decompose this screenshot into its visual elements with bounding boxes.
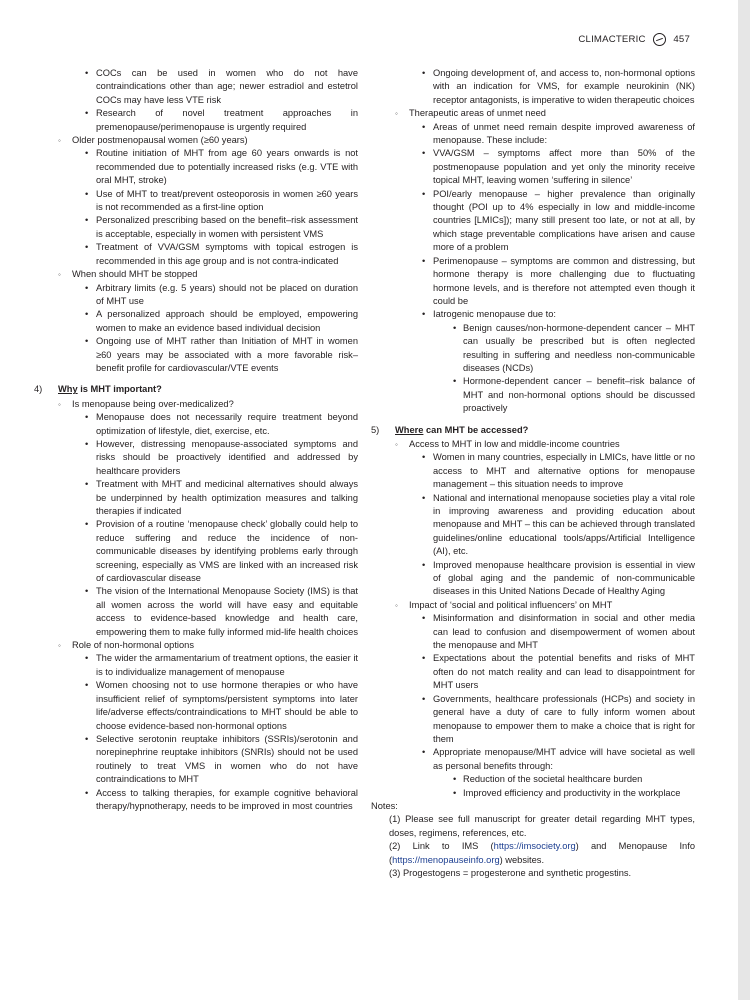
list-item-text: Iatrogenic menopause due to: [433,309,557,320]
list-item-text: Selective serotonin reuptake inhibitors (SSRIs)/serotonin and norepinephrine reuptake inhibitors (SNRIs) should not be used routinely to treat VMS in women who do not have contraindications to MHT [96,733,358,785]
bullet-icon: • [422,452,426,463]
bullet-icon: • [85,519,89,530]
section-keyword: Where [395,424,424,435]
list-item-text: A personalized approach should be employed, empowering women to make an evidence based individual decision [96,309,358,333]
list-item [371,599,695,612]
list-item [34,585,358,639]
ims-link[interactable]: https://imsociety.org [493,841,576,852]
section-heading [34,383,358,396]
list-item-text: Expectations about the potential benefits and risks of MHT often do not match reality and can lead to disappointment for MHT users [433,653,695,691]
note-2 [371,840,695,867]
list-item-text: The wider the armamentarium of treatment options, the easier it is to individualize management of menopause [96,653,358,677]
list-item-text: Use of MHT to treat/prevent osteoporosis in women ≥60 years is not recommended as a first-line option [96,188,358,213]
list-item [34,147,358,187]
note-2-suffix: ) websites. [499,854,545,865]
section-number: 5) [371,424,380,435]
list-item-text: Treatment with MHT and medicinal alternatives should always be underpinned by health optimization measures and talking therapies if indicated [96,479,358,516]
note-1: (1) Please see full manuscript for greater detail regarding MHT types, doses, regimens, references, etc. [389,814,695,838]
list-item [371,693,695,747]
list-item-text: When should MHT be stopped [72,269,198,280]
bullet-icon: • [85,108,89,119]
list-item [34,335,358,375]
list-item [371,375,695,415]
section-keyword: Why [58,384,78,395]
list-item-text: Impact of ‘social and political influencers’ on MHT [409,599,613,610]
bullet-icon: • [85,242,89,253]
list-item-text: COCs can be used in women who do not have contraindications other than age; newer estradiol and estetrol COCs may have less VTE risk [96,68,358,105]
bullet-icon: • [453,787,457,798]
list-item-text: Governments, healthcare professionals (HCPs) and society in general have a duty of care to fully inform women about menopause to empower them to make a choice that is right for them [433,693,695,744]
list-item [371,773,695,786]
list-item-text: Appropriate menopause/MHT advice will have societal as well as personal benefits through: [433,747,695,771]
section-number: 4) [34,384,43,395]
list-item-text: Arbitrary limits (e.g. 5 years) should not be placed on duration of MHT use [96,282,358,306]
notes-block [371,800,695,880]
list-item [371,492,695,559]
bullet-icon: • [85,188,89,199]
hollow-bullet-icon: ◦ [395,439,398,449]
list-item-text: Role of non-hormonal options [72,640,194,651]
list-item-text: Access to talking therapies, for example cognitive behavioral therapy/hypnotherapy, needs to be improved in most countries [96,787,358,811]
bullet-icon: • [422,309,426,320]
list-item [34,67,358,107]
list-item [371,559,695,599]
note-2-mid: ) and Menopause Info ( [389,841,695,865]
list-item-text: Ongoing use of MHT rather than Initiation of MHT in women ≥60 years may be associated with a more favorable risk–benefit profile for cardiovascular/VTE events [96,336,358,373]
list-item [34,438,358,478]
list-item-text: Therapeutic areas of unmet need [409,108,546,119]
bullet-icon: • [422,255,426,266]
bullet-icon: • [85,309,89,320]
bullet-icon: • [453,774,457,785]
list-item-text: Access to MHT in low and middle-income countries [409,438,620,449]
list-item [34,478,358,518]
list-item [34,398,358,411]
bullet-icon: • [422,121,426,132]
list-item-text: VVA/GSM – symptoms affect more than 50% of the postmenopause population and yet only the minority receive topical MHT, leaving women ‘suffering in silence’ [433,148,695,186]
hollow-bullet-icon: ◦ [395,600,398,610]
list-item [371,67,695,107]
hollow-bullet-icon: ◦ [58,641,61,651]
list-item [371,451,695,491]
list-item [371,147,695,187]
bullet-icon: • [85,282,89,293]
list-item-text: Areas of unmet need remain despite improved awareness of menopause. These include: [433,121,695,146]
list-item [34,652,358,679]
bullet-icon: • [85,680,89,691]
list-item [34,518,358,585]
bullet-icon: • [85,336,89,347]
bullet-icon: • [422,613,426,624]
list-item-text: Research of novel treatment approaches in premenopause/perimenopause is urgently required [96,108,358,132]
journal-name: CLIMACTERIC [578,34,646,45]
bullet-icon: • [85,787,89,798]
list-item [371,612,695,652]
notes-title: Notes: [371,800,398,811]
note-3: (3) Progestogens = progesterone and synthetic progestins. [389,867,632,878]
section-heading [371,424,695,437]
hollow-bullet-icon: ◦ [58,136,61,146]
list-item-text: Women in many countries, especially in LMICs, have little or no access to MHT and alternative options for menopause management – this situation needs to improve [433,452,695,490]
list-item-text: Women choosing not to use hormone therapies or who have insufficient relief of symptoms/persistent symptoms into later life/adverse effects/contraindications to MHT should be able to choose evidence-based non-hormonal options [96,680,358,731]
list-item [34,282,358,309]
list-item [34,308,358,335]
list-item [371,121,695,148]
bullet-icon: • [422,492,426,503]
hollow-bullet-icon: ◦ [58,270,61,280]
page-number: 457 [673,34,690,45]
bullet-icon: • [85,215,89,226]
right-column [371,67,695,880]
list-item-text: Provision of a routine ‘menopause check’ globally could help to reduce suffering and reduce the incidence of non-communicable diseases by identifying problems early through screening, especially as VMS are linked with an increased risk of cardiovascular disease [96,519,358,584]
bullet-icon: • [85,68,89,78]
journal-logo-icon [653,33,666,46]
list-item [371,652,695,692]
list-item [371,746,695,773]
running-header [578,33,690,46]
list-item-text: Improved menopause healthcare provision is essential in view of global aging and the pandemic of non-communicable diseases in this United Nations Decade of Healthy Aging [433,559,695,597]
list-item [34,134,358,147]
list-item-text: The vision of the International Menopause Society (IMS) is that all women across the world will have easy and equitable access to evidence-based knowledge and health care, empowering them to make fully informed mid-life health choices [96,586,358,637]
list-item-text: Menopause does not necessarily require treatment beyond optimization of lifestyle, diet, exercise, etc. [96,412,358,436]
bullet-icon: • [85,586,89,597]
bullet-icon: • [422,747,426,758]
list-item [34,679,358,733]
list-item [371,188,695,255]
list-item-text: Is menopause being over-medicalized? [72,398,234,409]
list-item-text: Improved efficiency and productivity in the workplace [463,787,681,798]
bullet-icon: • [453,376,457,387]
list-item [371,438,695,451]
bullet-icon: • [422,188,426,199]
list-item [371,322,695,376]
list-item-text: Perimenopause – symptoms are common and distressing, but hormone therapy is more challenging due to fluctuating hormone levels, and is therefore not attempted even though it could be [433,255,695,306]
list-item-text: Ongoing development of, and access to, non-hormonal options with an indication for VMS, for example neurokinin (NK) receptor antagonists, is imperative to widen therapeutic choices [433,68,695,105]
list-item-text: POI/early menopause – higher prevalence than originally thought (POI up to 4% especially in low and middle-income countries [LMICs]); many still present too late, or not at all, by which stage preventable complications have arisen and cause more of a problem [433,188,695,253]
list-item [34,733,358,787]
menopause-info-link[interactable]: https://menopauseinfo.org [392,854,500,865]
list-item-text: Reduction of the societal healthcare burden [463,774,643,785]
list-item [34,188,358,215]
list-item-text: However, distressing menopause-associated symptoms and risks should be proactively identified and addressed by healthcare providers [96,438,358,476]
list-item-text: Older postmenopausal women (≥60 years) [72,135,248,146]
list-item [371,107,695,120]
left-column [34,67,358,813]
bullet-icon: • [85,148,89,159]
bullet-icon: • [85,438,89,449]
section-title: is MHT important? [77,384,162,395]
bullet-icon: • [85,412,89,423]
hollow-bullet-icon: ◦ [58,399,61,409]
bullet-icon: • [422,148,426,159]
list-item-text: Hormone-dependent cancer – benefit–risk balance of MHT and non-hormonal options should be discussed proactively [463,376,695,414]
list-item [34,241,358,268]
list-item [371,787,695,800]
list-item-text: Treatment of VVA/GSM symptoms with topical estrogen is recommended in this age group and is not contra-indicated [96,242,358,266]
list-item-text: Personalized prescribing based on the benefit–risk assessment is acceptable, especially in women with persistent VMS [96,215,358,239]
list-item-text: Routine initiation of MHT from age 60 years onwards is not recommended due to potentially increased risks (e.g. VTE with oral MHT, stroke) [96,148,358,186]
bullet-icon: • [422,559,426,570]
list-item-text: Benign causes/non-hormone-dependent cancer – MHT can usually be prescribed but is often neglected resulting in suffering and needless non-communicable diseases (NCDs) [463,322,695,373]
list-item-text: National and international menopause societies play a vital role in improving awareness and providing education about menopause and MHT – this can be achieved through translated guidelines/online educational tools/apps/Artificial Intelligence (AI), etc. [433,492,695,557]
list-item [34,787,358,814]
bullet-icon: • [85,653,89,664]
list-item [34,107,358,134]
section-title: can MHT be accessed? [423,424,529,435]
page-edge [738,0,750,1000]
bullet-icon: • [422,653,426,664]
list-item [371,255,695,309]
list-item [371,308,695,321]
list-item [34,214,358,241]
bullet-icon: • [422,693,426,704]
bullet-icon: • [85,479,89,490]
note-2-prefix: (2) Link to IMS ( [389,841,494,852]
hollow-bullet-icon: ◦ [395,109,398,119]
list-item [34,268,358,281]
list-item [34,411,358,438]
bullet-icon: • [453,322,457,333]
list-item-text: Misinformation and disinformation in social and other media can lead to confusion and disempowerment of women about the menopause and MHT [433,613,695,651]
list-item [34,639,358,652]
bullet-icon: • [422,68,426,78]
bullet-icon: • [85,733,89,744]
